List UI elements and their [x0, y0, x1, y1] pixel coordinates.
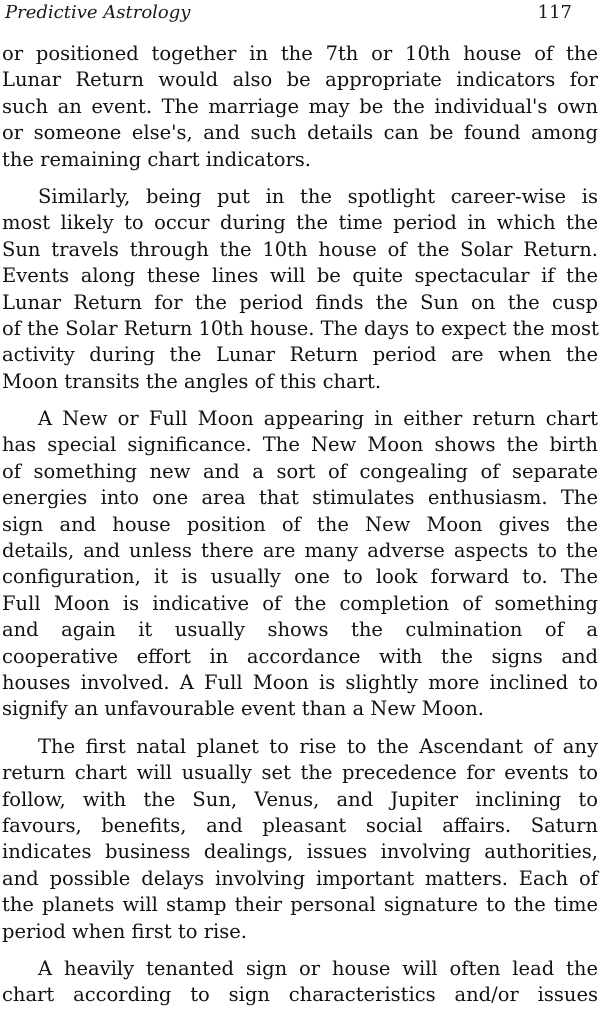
paragraph — [2, 184, 598, 395]
text-line: The first natal planet to rise to the Ascendant of any — [38, 734, 598, 758]
paragraph — [2, 734, 598, 945]
text-line: favours, benefits, and pleasant social affairs. Saturn — [2, 813, 598, 837]
text-line: details, and unless there are many adverse aspects to the — [2, 539, 598, 563]
text-line: A New or Full Moon appearing in either return chart — [38, 407, 598, 431]
text-line: has special significance. The New Moon shows the birth — [2, 433, 598, 457]
text-line: chart according to sign characteristics and/or issues — [2, 983, 598, 1007]
body-text — [2, 41, 598, 1020]
text-line: activity during the Lunar Return period are when the — [2, 343, 598, 367]
text-line: Lunar Return for the period finds the Sun on the cusp — [2, 290, 598, 314]
text-line: of the Solar Return 10th house. The days to expect the most — [2, 316, 599, 340]
text-line: and possible delays involving important matters. Each of — [2, 866, 598, 890]
text-line: energies into one area that stimulates enthusiasm. The — [2, 486, 598, 510]
text-line: the planets will stamp their personal signature to the time — [2, 893, 598, 917]
text-line: cooperative effort in accordance with the signs and — [2, 644, 598, 668]
text-line: Sun travels through the 10th house of the Solar Return. — [2, 237, 598, 261]
paragraph — [2, 41, 598, 173]
running-head: Predictive Astrology — [5, 2, 191, 23]
text-line: and again it usually shows the culmination of a — [2, 618, 598, 642]
text-line: or someone else's, and such details can be found among — [2, 121, 598, 145]
text-line: most likely to occur during the time period in which the — [2, 211, 598, 235]
text-line: Moon transits the angles of this chart. — [2, 369, 382, 393]
text-line: such an event. The marriage may be the individual's own — [2, 94, 598, 118]
text-line: follow, with the Sun, Venus, and Jupiter inclining to — [2, 787, 598, 811]
text-line: Similarly, being put in the spotlight career-wise is — [38, 184, 598, 208]
text-line: Lunar Return would also be appropriate indicators for — [2, 68, 598, 92]
text-line: sign and house position of the New Moon gives the — [2, 512, 598, 536]
text-line: period when first to rise. — [2, 919, 247, 943]
text-line: the remaining chart indicators. — [2, 147, 312, 171]
page-number: 117 — [537, 2, 572, 23]
text-line: Events along these lines will be quite spectacular if the — [2, 264, 598, 288]
text-line: A heavily tenanted sign or house will often lead the — [38, 956, 598, 980]
text-line: indicates business dealings, issues involving authorities, — [2, 840, 598, 864]
paragraph — [2, 406, 598, 723]
text-line: houses involved. A Full Moon is slightly more inclined to — [2, 670, 598, 694]
text-line: of something new and a sort of congealing of separate — [2, 459, 598, 483]
paragraph — [2, 956, 598, 1009]
text-line: or positioned together in the 7th or 10th house of the — [2, 42, 598, 65]
text-line: Full Moon is indicative of the completion of something — [2, 591, 598, 615]
text-line: return chart will usually set the precedence for events to — [2, 761, 598, 785]
text-line: signify an unfavourable event than a New Moon. — [2, 697, 485, 721]
text-line: configuration, it is usually one to look forward to. The — [2, 565, 598, 589]
